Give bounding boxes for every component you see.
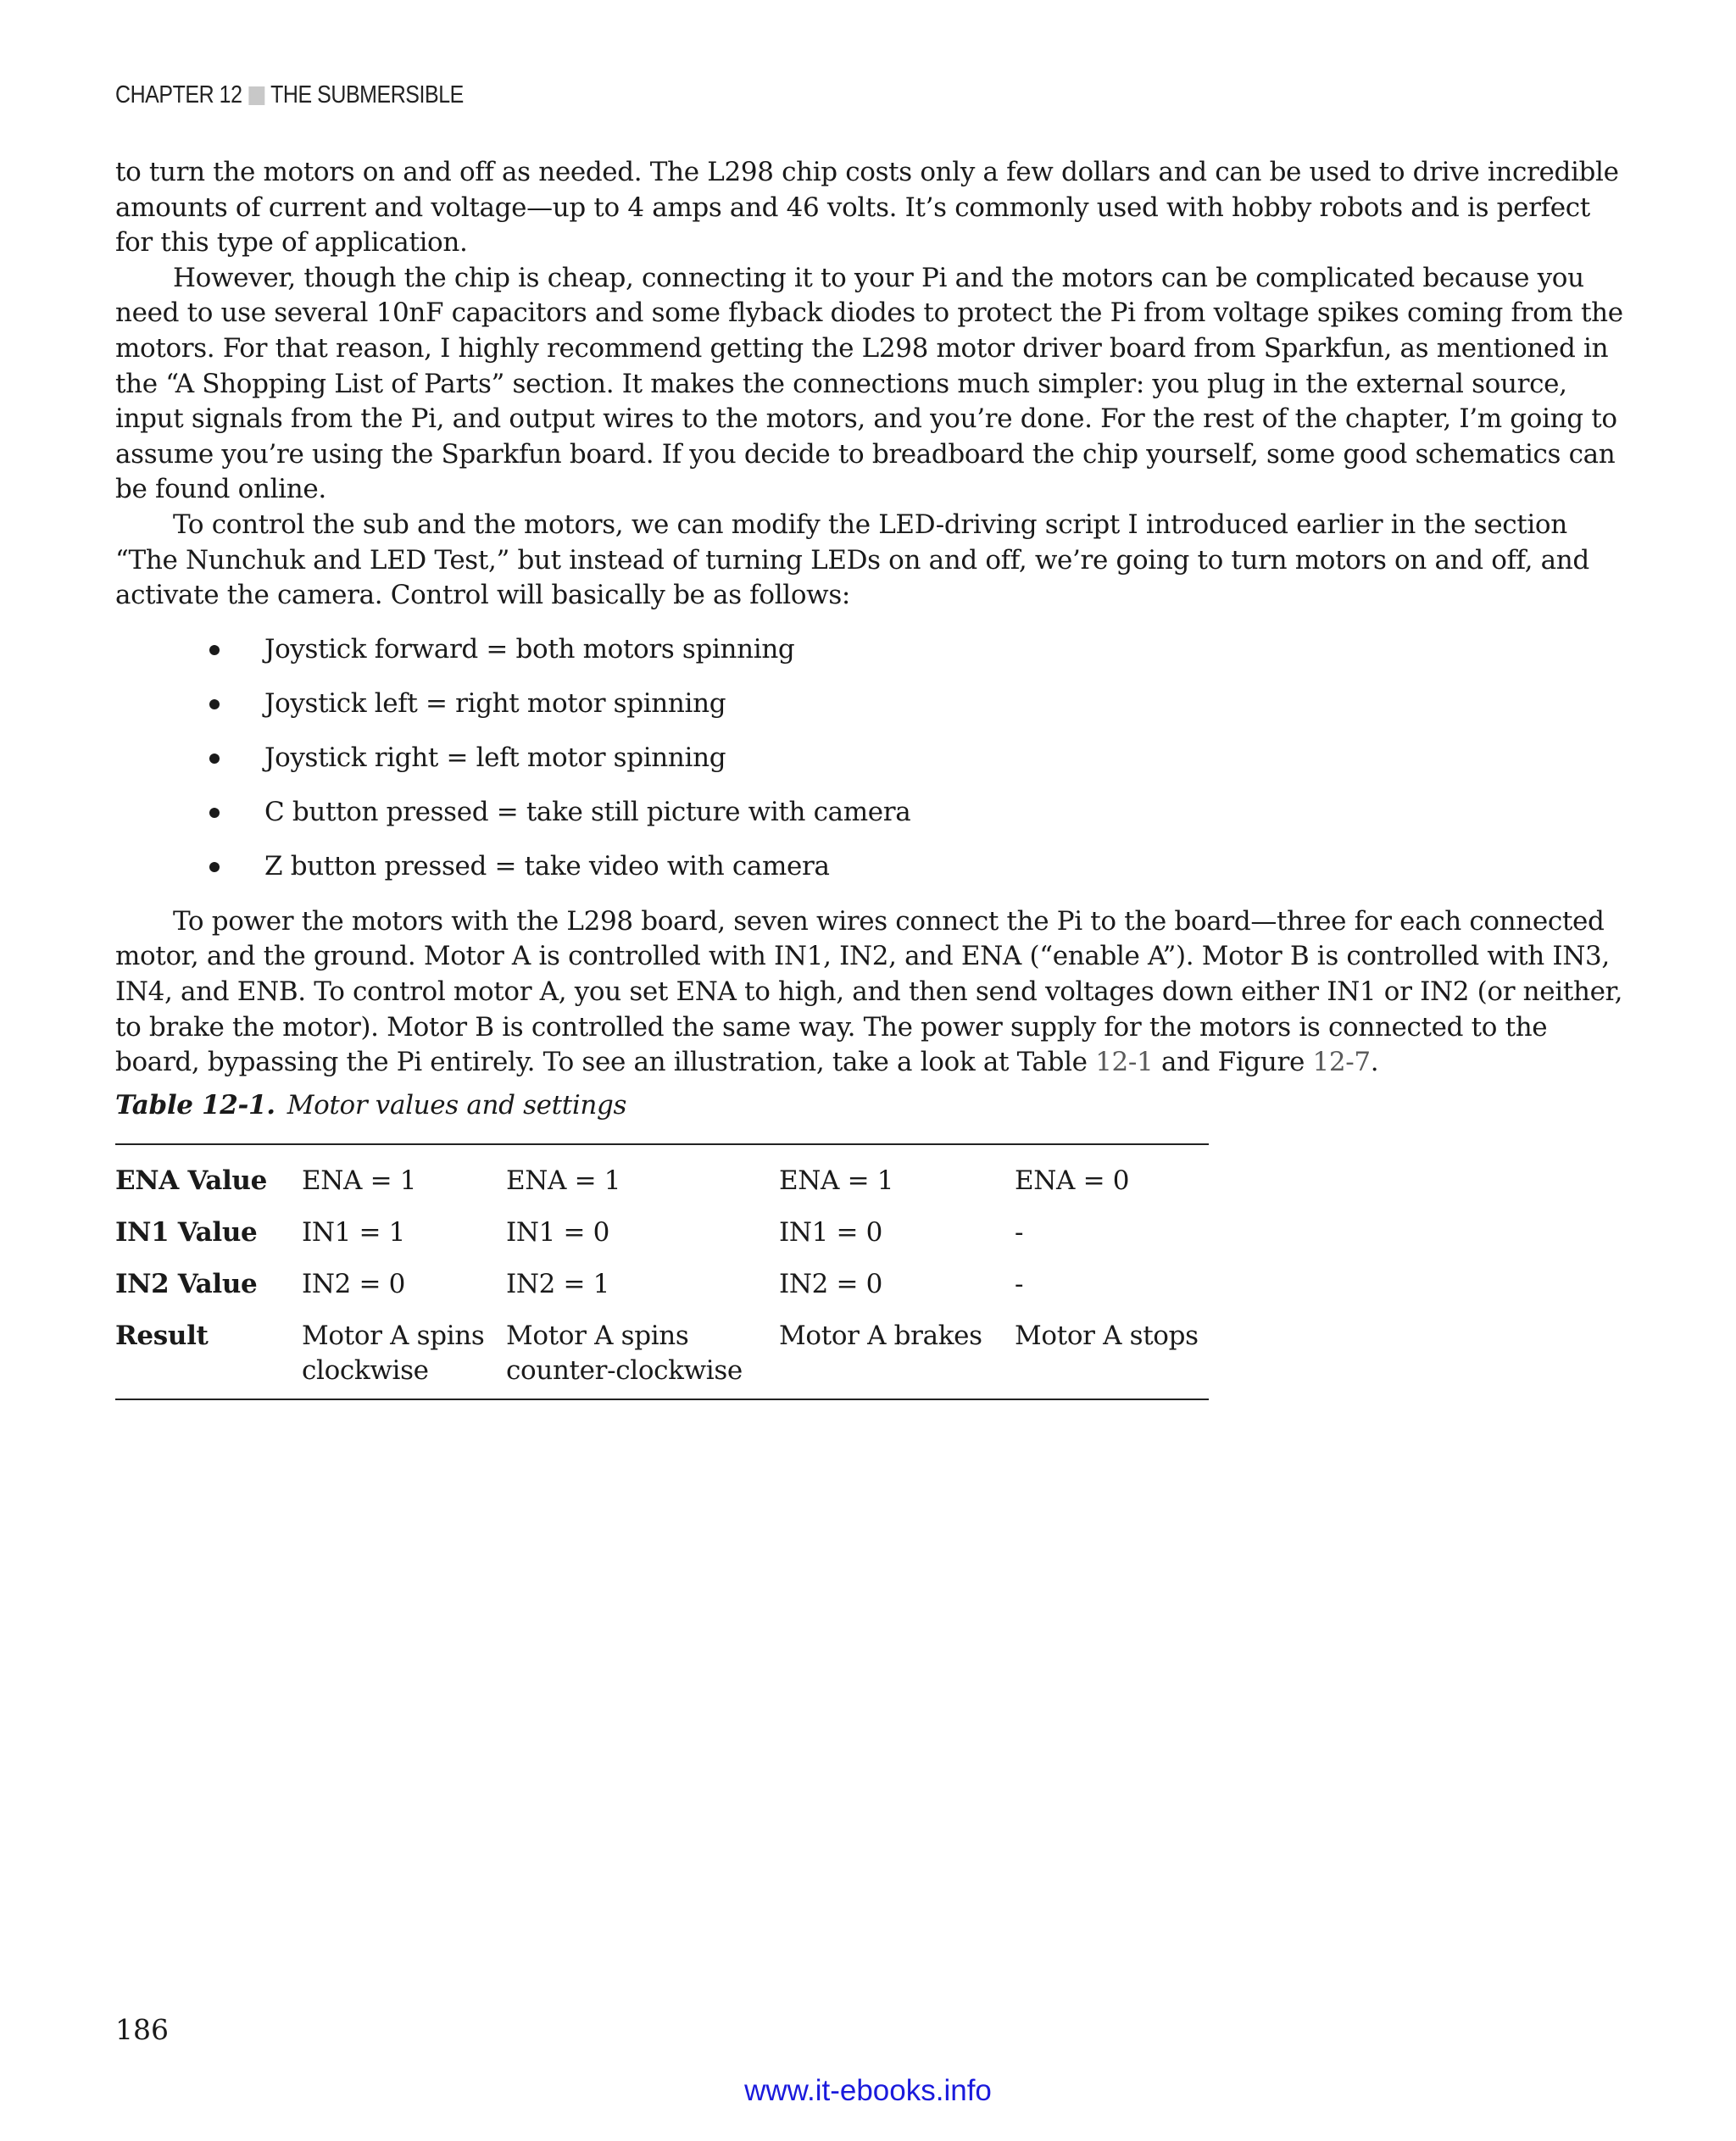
table-cell: ENA = 1 [506, 1165, 621, 1196]
page-number: 186 [115, 2013, 169, 2046]
table-cell: - [1015, 1269, 1024, 1299]
table-row [115, 1215, 1209, 1267]
table-caption-title: Motor values and settings [287, 1090, 627, 1121]
paragraph-control-scheme: To control the sub and the motors, we can modify the LED-driving script I introduced earlier in the section “The Nunchuk and LED Test,” but instead of turning LEDs on and off, we’re going to turn motors on and off, and activate the camera. Control will basically be as follows: [115, 509, 1589, 611]
bullet-icon [209, 808, 220, 818]
table-cell: Motor A spins counter-clockwise [506, 1321, 743, 1386]
bullet-icon [209, 862, 220, 872]
figure-reference-link[interactable]: 12-7 [1312, 1047, 1371, 1078]
chapter-label: CHAPTER 12 [115, 81, 242, 108]
table-cell: Motor A brakes [779, 1321, 982, 1351]
control-bullet-list [115, 622, 1624, 893]
row-header: Result [115, 1321, 209, 1351]
footer-website-link[interactable]: www.it-ebooks.info [744, 2074, 992, 2107]
list-item [115, 676, 1624, 731]
paragraph-wiring [115, 904, 1624, 1081]
paragraph-continuation: to turn the motors on and off as needed. The L298 chip costs only a few dollars and can be used to drive incredible amounts of current and voltage—up to 4 amps and 46 volts. It’s commonly used with hobby robots and is perfect for this type of application. [115, 157, 1619, 259]
table-cell: - [1015, 1217, 1024, 1248]
bullet-icon [209, 754, 220, 764]
table-cell: IN1 = 1 [302, 1217, 406, 1248]
table-cell: Motor A stops [1015, 1321, 1199, 1351]
bullet-icon [209, 645, 220, 655]
list-item [115, 731, 1624, 785]
bullet-icon [209, 699, 220, 709]
table-cell: IN2 = 0 [779, 1269, 883, 1299]
table-cell: IN2 = 0 [302, 1269, 406, 1299]
paragraph-wiring-and: and Figure [1153, 1047, 1313, 1078]
list-item-text: C button pressed = take still picture with camera [264, 796, 911, 827]
table-cell: ENA = 1 [779, 1165, 894, 1196]
list-item [115, 839, 1624, 893]
row-header: ENA Value [115, 1165, 267, 1196]
table-cell: Motor A spins clockwise [302, 1321, 485, 1386]
motor-settings-table [115, 1143, 1209, 1400]
list-item-text: Joystick right = left motor spinning [264, 742, 726, 773]
table-row [115, 1267, 1209, 1319]
list-item-text: Z button pressed = take video with camera [264, 850, 830, 881]
list-item [115, 622, 1624, 676]
list-item-text: Joystick left = right motor spinning [264, 687, 726, 719]
table-reference-link[interactable]: 12-1 [1095, 1047, 1154, 1078]
table-caption-number: Table 12-1. [115, 1090, 275, 1121]
chapter-title: THE SUBMERSIBLE [270, 81, 464, 108]
row-header: IN1 Value [115, 1217, 258, 1248]
table-row [115, 1164, 1209, 1215]
list-item [115, 785, 1624, 839]
table-cell: IN2 = 1 [506, 1269, 610, 1299]
table-row [115, 1319, 1209, 1388]
paragraph-wiring-text: To power the motors with the L298 board, seven wires connect the Pi to the board—three for each connected motor, and the ground. Motor A is controlled with IN1, IN2, and ENA (“enable A”). Motor B is controlled with IN3, IN4, and ENB. To control motor A, you set ENA to high, and then send voltages down either IN1 or IN2 (or neither, to brake the motor). Motor B is controlled the same way. The power supply for the motors is connected to the board, bypassing the Pi entirely. To see an illustration, take a look at Table [115, 905, 1623, 1078]
motor-settings-grid [115, 1164, 1209, 1388]
table-caption [115, 1090, 626, 1121]
header-separator-square [248, 86, 264, 105]
table-cell: ENA = 1 [302, 1165, 417, 1196]
table-cell: ENA = 0 [1015, 1165, 1130, 1196]
body-text [115, 155, 1624, 1081]
running-header [115, 81, 464, 109]
row-header: IN2 Value [115, 1269, 258, 1299]
paragraph-wiring-end: . [1370, 1047, 1379, 1078]
table-cell: IN1 = 0 [506, 1217, 610, 1248]
list-item-text: Joystick forward = both motors spinning [264, 633, 795, 665]
table-cell: IN1 = 0 [779, 1217, 883, 1248]
paragraph-l298-board: However, though the chip is cheap, connecting it to your Pi and the motors can be complicated because you need to use several 10nF capacitors and some flyback diodes to protect the Pi from voltage spikes coming from the motors. For that reason, I highly recommend getting the L298 motor driver board from Sparkfun, as mentioned in the “A Shopping List of Parts” section. It makes the connections much simpler: you plug in the external source, input signals from the Pi, and output wires to the motors, and you’re done. For the rest of the chapter, I’m going to assume you’re using the Sparkfun board. If you decide to breadboard the chip yourself, some good schematics can be found online. [115, 262, 1623, 505]
